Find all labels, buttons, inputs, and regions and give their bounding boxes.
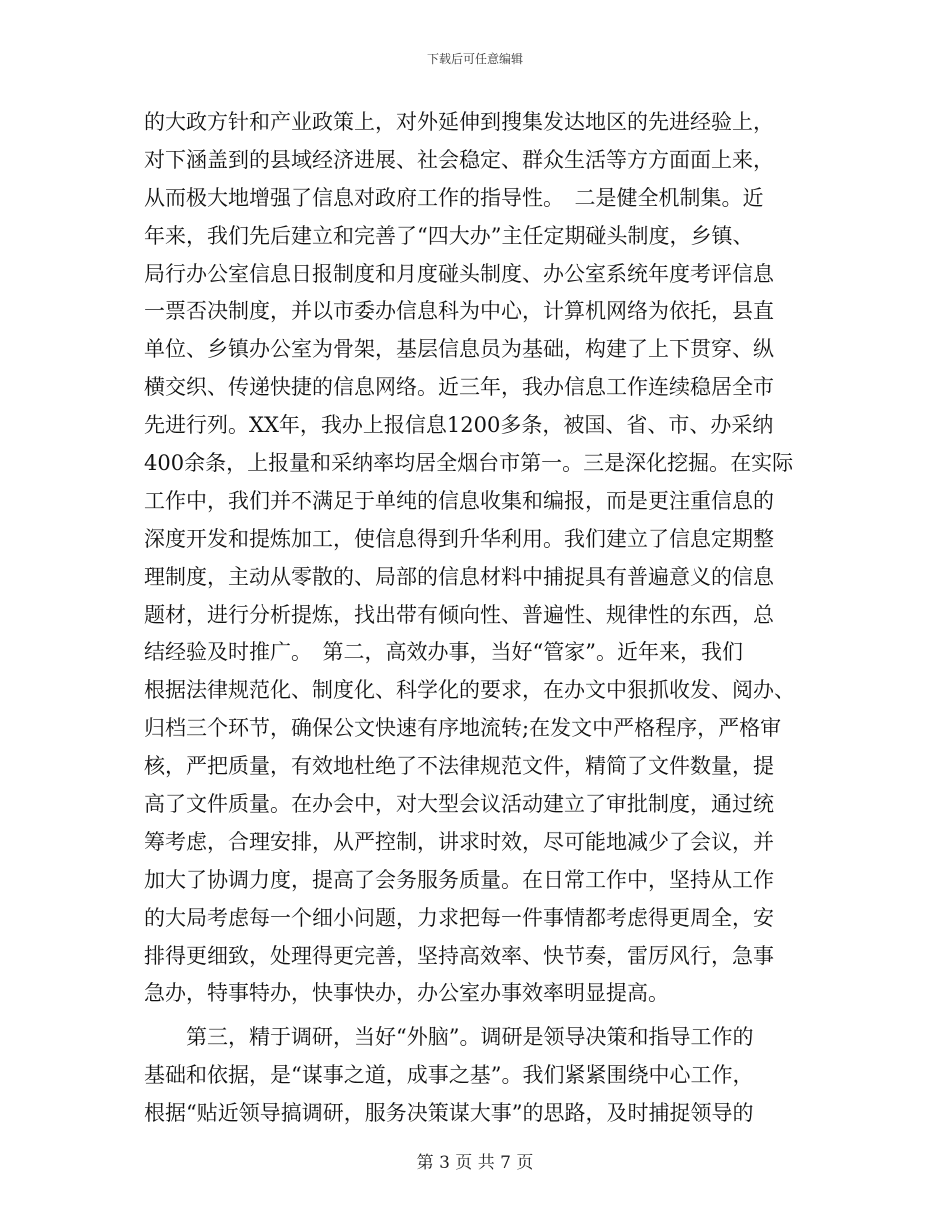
text-line: 理制度，主动从零散的、局部的信息材料中捕捉具有普遍意义的信息	[144, 564, 774, 589]
text-line: 一票否决制度，并以市委办信息科为中心，计算机网络为依托，县直	[144, 299, 774, 324]
text-line: 急办，特事特办，快事快办，办公室办事效率明显提高。	[144, 981, 669, 1006]
page-number-footer: 第 3 页 共 7 页	[416, 1153, 534, 1173]
text-line: 高了文件质量。在办会中，对大型会议活动建立了审批制度，通过统	[144, 792, 774, 817]
text-line: 题材，进行分析提炼，找出带有倾向性、普遍性、规律性的东西，总	[144, 602, 774, 627]
text-line: 深度开发和提炼加工，使信息得到升华利用。我们建立了信息定期整	[144, 526, 774, 551]
text-line: 基础和依据，是“谋事之道，成事之基”。我们紧紧围绕中心工作，	[144, 1063, 754, 1088]
text-line: 根据法律规范化、制度化、科学化的要求，在办文中狠抓收发、阅办、	[144, 678, 795, 703]
text-line: 工作中，我们并不满足于单纯的信息收集和编报，而是更注重信息的	[144, 488, 774, 513]
text-line: 筹考虑，合理安排，从严控制，讲求时效，尽可能地减少了会议，并	[144, 829, 774, 854]
page-header: 下载后可任意编辑	[426, 52, 523, 66]
text-line: 核，严把质量，有效地杜绝了不法律规范文件，精简了文件数量，提	[144, 754, 774, 779]
text-line: 加大了协调力度，提高了会务服务质量。在日常工作中，坚持从工作	[144, 867, 774, 892]
document-body	[144, 104, 804, 1133]
text-line: 归档三个环节，确保公文快速有序地流转;在发文中严格程序，严格审	[144, 716, 782, 741]
text-line: 400余条，上报量和采纳率均居全烟台市第一。三是深化挖掘。在实际	[144, 451, 794, 476]
text-line: 对下涵盖到的县域经济进展、社会稳定、群众生活等方方面面上来，	[144, 147, 774, 172]
text-line: 单位、乡镇办公室为骨架，基层信息员为基础，构建了上下贯穿、纵	[144, 337, 774, 362]
text-line: 从而极大地增强了信息对政府工作的指导性。 二是健全机制集。近	[144, 185, 764, 210]
text-line: 横交织、传递快捷的信息网络。近三年，我办信息工作连续稳居全市	[144, 375, 774, 400]
text-line: 的大政方针和产业政策上，对外延伸到搜集发达地区的先进经验上，	[144, 110, 774, 134]
text-line: 根据“贴近领导搞调研，服务决策谋大事”的思路，及时捕捉领导的	[144, 1101, 754, 1126]
text-line: 先进行列。XX年，我办上报信息1200多条，被国、省、市、办采纳	[144, 413, 774, 438]
text-line: 年来，我们先后建立和完善了“四大办”主任定期碰头制度，乡镇、	[144, 223, 754, 248]
paragraph-first-line: 第三，精于调研，当好“外脑”。调研是领导决策和指导工作的	[186, 1025, 754, 1050]
text-line: 的大局考虑每一个细小问题，力求把每一件事情都考虑得更周全，安	[144, 905, 774, 930]
text-line: 局行办公室信息日报制度和月度碰头制度、办公室系统年度考评信息	[144, 261, 774, 286]
text-line: 结经验及时推广。 第二，高效办事，当好“管家”。近年来，我们	[144, 640, 743, 665]
text-line: 排得更细致，处理得更完善，坚持高效率、快节奏，雷厉风行，急事	[144, 943, 774, 968]
